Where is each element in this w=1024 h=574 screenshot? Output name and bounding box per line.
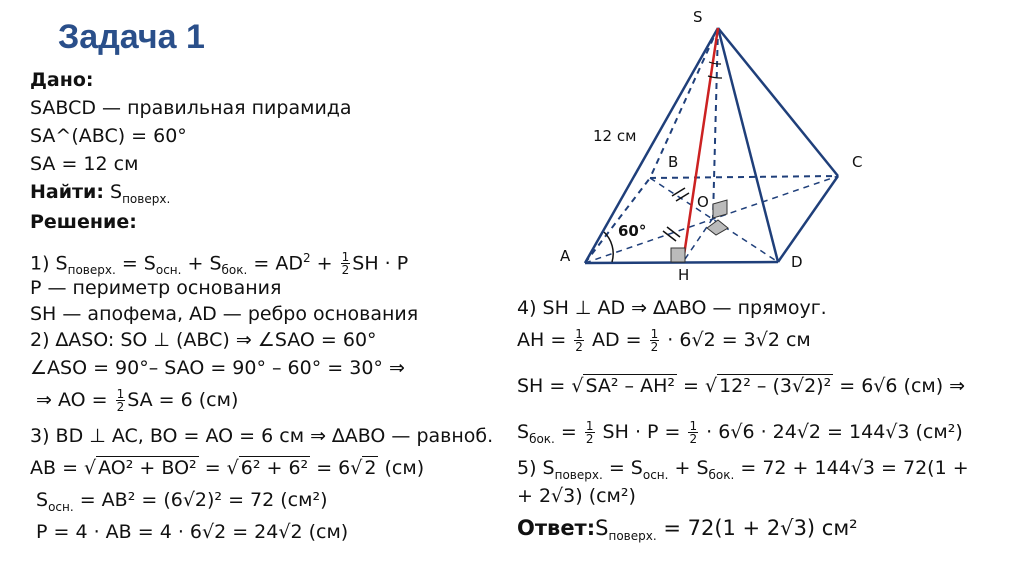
label-A: A (560, 247, 571, 265)
tick-1 (672, 188, 685, 196)
right-angle-mark-H (671, 248, 685, 262)
solution-line-8: AB = √ AO² + BO² = √ 6² + 6² = 6√ 2 (см) (30, 457, 425, 479)
solution-line-3: SH — апофема, AD — ребро основания (30, 303, 419, 325)
solution-line-4: 2) ∆ASO: SO ⊥ (ABC) ⇒ ∠SAO = 60° (30, 329, 377, 351)
solution-line-6: ⇒ AO = $\frac{1}{2}$ SA = 6 (см) (36, 387, 239, 414)
edge-CD (778, 176, 838, 262)
solution-line-1: 1) $S_{поверх.} = S_{осн.} + S_{бок.} = AD^2$ + $\frac{1}{2}$ SH · P (30, 250, 409, 278)
label-angle: 60° (618, 222, 647, 240)
find-label: Найти: (30, 181, 104, 203)
solution-line-2: P — периметр основания (30, 277, 282, 299)
edge-AB (585, 178, 650, 263)
find-value: $S_{поверх.}$ (110, 181, 171, 206)
answer-line: $Ответ:S_{поверх.} = 72(1 + 2√3)$ см² (517, 516, 858, 544)
given-line-3: SA = 12 см (30, 153, 139, 175)
given-label: Дано: (30, 69, 94, 91)
edge-BC (650, 176, 838, 178)
label-D: D (791, 253, 803, 271)
given-line-2: SA^(ABC) = 60° (30, 125, 187, 147)
solution-line-9: $S_{осн.} = AB^2 = (6√2)^2 = 72$ (см²) (36, 489, 328, 514)
solution-line-r5: 5) $S_{поверх.} = S_{осн.} + S_{бок.} = 72 + 144√3 = 72(1$ + (517, 457, 969, 482)
solution-line-r3: SH = √ SA² – AH² = √ 12² – (3√2)² = 6√6 (см) ⇒ (517, 375, 966, 397)
given-line-1: SABCD — правильная пирамида (30, 97, 352, 119)
solution-line-10: P = 4 · AB = 4 · 6√2 = 24√2 (см) (36, 521, 349, 543)
angle-arc-S (709, 62, 721, 64)
label-C: C (852, 153, 863, 171)
answer-label: Ответ: (517, 516, 596, 540)
solution-line-r4: $S_{бок.}$ = $\frac{1}{2}$ SH · P = $\frac{1}{2}$ · 6√6 · 24√2 = 144√3 (см²) (517, 419, 963, 446)
label-H: H (678, 266, 690, 284)
solution-line-r1: 4) SH ⊥ AD ⇒ ∆ABO — прямоуг. (517, 297, 827, 319)
solution-line-5: ∠ASO = 90°– SAO = 90° – 60° = 30° ⇒ (30, 357, 405, 379)
label-O: O (697, 193, 709, 211)
edge-SA (585, 28, 718, 263)
solution-line-7: 3) BD ⊥ AC, BO = AO = 6 см ⇒ ∆ABO — равноб. (30, 425, 494, 447)
solution-line-r2: AH = $\frac{1}{2}$ AD = $\frac{1}{2}$ · 6√2 = 3√2 см (517, 327, 811, 354)
label-B: B (668, 153, 679, 171)
page-title: Задача 1 (58, 18, 205, 56)
solution-label: Решение: (30, 211, 137, 233)
label-edge-length: 12 см (593, 127, 637, 145)
solution-line-r6: + 2√3) (см²) (517, 485, 636, 507)
label-S: S (693, 8, 703, 26)
